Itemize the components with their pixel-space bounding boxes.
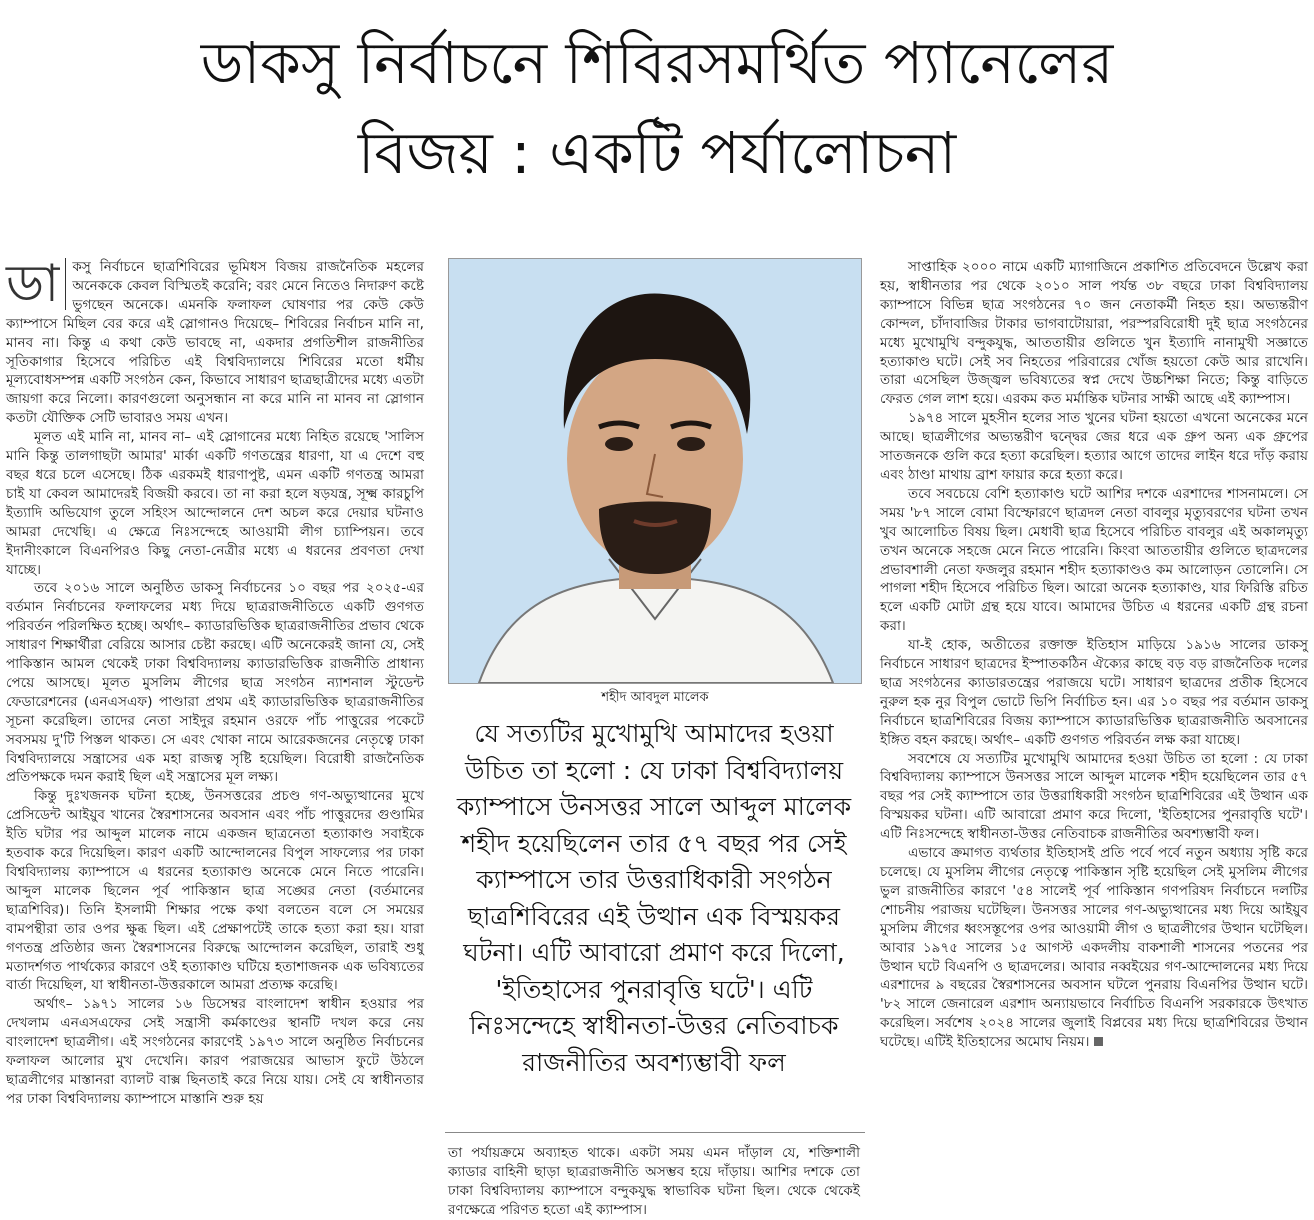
photo-caption: শহীদ আবদুল মালেক: [601, 690, 709, 705]
article-paragraph: অর্থাৎ– ১৯৭১ সালের ১৬ ডিসেম্বর বাংলাদেশ স্বাধীন হওয়ার পর দেখলাম এনএসএফের সেই সন্ত্রাসী কর্মকাণ্ডের স্থানটি দখল করে নেয় বাংলাদেশ ছাত্রলীগ। এই সংগঠনের কারণেই ১৯৭৩ সালে অনুষ্ঠিত নির্বাচনের ফলাফল আলোর মুখ দেখেনি। কারণ পরাজয়ের আভাস ফুটে উঠলে ছাত্রলীগের মাস্তানরা ব্যালট বাক্স ছিনতাই করে নিয়ে যায়। সেই যে স্বাধীনতার পর ঢাকা বিশ্ববিদ্যালয় ক্যাম্পাসে মাস্তানি শুরু হয়: [6, 996, 424, 1107]
article-paragraph: সবশেষে যে সত্যটির মুখোমুখি আমাদের হওয়া উচিত তা হলো : যে ঢাকা বিশ্ববিদ্যালয় ক্যাম্পাসে উনসত্তর সালে আব্দুল মালেক শহীদ হয়েছিলেন তার ৫৭ বছর পর সেই ক্যাম্পাসে তার উত্তরাধিকারী সংগঠন ছাত্রশিবিরের এই উত্থান এক বিস্ময়কর ঘটনা। এটি আবারো প্রমাণ করে দিলো, 'ইতিহাসের পুনরাবৃত্তি ঘটে'। এটি নিঃসন্দেহে স্বাধীনতা-উত্তর নেতিবাচক রাজনীতির অবশ্যম্ভাবী ফল।: [880, 750, 1308, 843]
end-square-icon: [1094, 1037, 1103, 1046]
article-paragraph: এভাবে ক্রমাগত ব্যর্থতার ইতিহাসই প্রতি পর্বে পর্বে নতুন অধ্যায় সৃষ্টি করে চলেছে। যে মুসলিম লীগের নেতৃত্বে পাকিস্তান সৃষ্টি হয়েছিল সেই মুসলিম লীগের ভুল রাজনীতির কারণে '৫৪ সালেই পূর্ব পাকিস্তান গণপরিষদ নির্বাচনে দলটির শোচনীয় পরাজয় ঘটেছিল। উনসত্তর সালের গণ-অভ্যুত্থানের মধ্য দিয়ে আইয়ুব মুসলিম লীগের ধ্বংসস্তূপের ওপর আওয়ামী লীগ ও ছাত্রলীগের উত্থান ঘটেছিল। আবার ১৯৭৫ সালের ১৫ আগস্ট একদলীয় বাকশালী শাসনের পতনের পর উত্থান ঘটে বিএনপি ও ছাত্রদলের। আবার নব্বইয়ের গণ-আন্দোলনের মধ্য দিয়ে এরশাদের ৯ বছরের স্বৈরশাসনের অবসান ঘটলে পুনরায় বিএনপির উত্থান ঘটে। '৮২ সালে জেনারেল এরশাদ অন্যায়ভাবে নির্বাচিত বিএনপি সরকারকে উৎখাত করেছিল। সর্বশেষ ২০২৪ সালের জুলাই বিপ্লবের মধ্য দিয়ে ছাত্রশিবিরের উত্থান ঘটেছে। এটিই ইতিহাসের অমোঘ নিয়ম।: [880, 845, 1308, 1051]
right-column: [880, 258, 1308, 1052]
article-paragraph: সাপ্তাহিক ২০০০ নামে একটি ম্যাগাজিনে প্রকাশিত প্রতিবেদনে উল্লেখ করা হয়, স্বাধীনতার পর থেকে ২০১০ সাল পর্যন্ত ৩৮ বছরে ঢাকা বিশ্ববিদ্যালয় ক্যাম্পাসে বিভিন্ন ছাত্র সংগঠনের ৭০ জন নেতাকর্মী নিহত হয়। অভ্যন্তরীণ কোন্দল, চাঁদাবাজির টাকার ভাগবাটোয়ারা, পরস্পরবিরোধী দুই ছাত্র সংগঠনের মধ্যে মুখোমুখি বন্দুকযুদ্ধ, আততায়ীর গুলিতে খুন ইত্যাদি নানামুখী সজ্ঞাতে হত্যাকাণ্ড ঘটে। সেই সব নিহতের পরিবারের খোঁজ হয়তো কেউ আর রাখেনি। তারা এসেছিল উজ্জ্বল ভবিষ্যতের স্বপ্ন দেখে উচ্চশিক্ষা নিতে; কিন্তু বাড়িতে ফেরত গেল লাশ হয়ে। এরকম কত মর্মান্তিক ঘটনার সাক্ষী আছে এই ক্যাম্পাস।: [880, 259, 1308, 408]
article-paragraph: তবে ২০১৬ সালে অনুষ্ঠিত ডাকসু নির্বাচনের ১০ বছর পর ২০২৫-এর বর্তমান নির্বাচনের ফলাফলের মধ্য দিয়ে ছাত্ররাজনীতিতে একটি গুণগত পরিবর্তন পরিলক্ষিত হচ্ছে। অর্থাৎ– ক্যাডারভিত্তিক ছাত্ররাজনীতির প্রভাব থেকে সাধারণ শিক্ষার্থীরা বেরিয়ে আসার চেষ্টা করছে। এটি অনেকেরই জানা যে, সেই পাকিস্তান আমল থেকেই ঢাকা বিশ্ববিদ্যালয় ক্যাডারভিত্তিক রাজনীতি প্রাধান্য পেয়ে আসছে। মূলত মুসলিম লীগের ছাত্র সংগঠন ন্যাশনাল স্টুডেন্ট ফেডারেশনের (এনএসএফ) পাণ্ডারা প্রথম এই ক্যাডারভিত্তিক ছাত্ররাজনীতির সূচনা করেছিল। তাদের নেতা সাইদুর রহমান ওরফে পাঁচ পাত্তুরের পকেটে সবসময় দু'টি পিস্তল থাকত। সে এবং খোকা নামে আরেকজনের নেতৃত্বে ঢাকা বিশ্ববিদ্যালয়ে সন্ত্রাসের এক মহা রাজত্ব সৃষ্টি হয়েছিল। বিরোধী রাজনৈতিক প্রতিপক্ষকে দমন করাই ছিল এই সন্ত্রাসের মূল লক্ষ্য।: [6, 580, 424, 786]
headline-line-2: বিজয় : একটি পর্যালোচনা: [357, 119, 957, 187]
article-paragraph: যা-ই হোক, অতীতের রক্তাক্ত ইতিহাস মাড়িয়ে ১৯১৬ সালের ডাকসু নির্বাচনে সাধারণ ছাত্রদের ইস্পাতকঠিন ঐক্যের কাছে বড় বড় রাজনৈতিক দলের ছাত্র সংগঠনের ক্যাডারতন্ত্রের পরাজয়ে ঘটে। সাধারণ ছাত্রদের প্রতীক হিসেবে নুরুল হক নুর বিপুল ভোটে ভিপি নির্বাচিত হন। এর ১০ বছর পর বর্তমান ডাকসু নির্বাচনে ছাত্রশিবিরের বিজয় ক্যাম্পাসে ক্যাডারভিত্তিক ছাত্ররাজনীতি অবসানের ইঙ্গিত বহন করছে। অর্থাৎ– একটি গুণগত পরিবর্তন লক্ষ করা যাচ্ছে।: [880, 637, 1308, 748]
portrait-sketch-icon: [449, 259, 861, 683]
divider: [445, 1132, 865, 1133]
drop-cap: ডা: [6, 258, 66, 310]
article-paragraph: ১৯৭৪ সালে মুহসীন হলের সাত খুনের ঘটনা হয়তো এখনো অনেকের মনে আছে। ছাত্রলীগের অভ্যন্তরীণ দ্বন্দ্বের জের ধরে এক গ্রুপ অন্য এক গ্রুপের সাতজনকে গুলি করে হত্যা করেছিল। হত্যার আগে তাদের লাইন ধরে দাঁড় করায় এবং ঠাণ্ডা মাথায় ব্রাশ ফায়ার করে হত্যা করে।: [880, 410, 1308, 483]
headline-line-1: ডাকসু নির্বাচনে শিবিরসমর্থিত প্যানেলের: [200, 29, 1114, 97]
article-paragraph: ডা কসু নির্বাচনে ছাত্রশিবিরের ভূমিধস বিজয় রাজনৈতিক মহলের অনেককে কেবল বিস্মিতই করেনি; বরং মেনে নিতেও নিদারুণ কষ্টে ভুগছেন অনেকে। এমনকি ফলাফল ঘোষণার পর কেউ কেউ ক্যাম্পাসে মিছিল বের করে এই স্লোগানও দিয়েছে– শিবিরের নির্বাচন মানি না, মানব না। কিন্তু এ কথা কেউ ভাবছে না, একদার প্রগতিশীল রাজনীতির সূতিকাগার হিসেবে পরিচিত এই বিশ্ববিদ্যালয়ে শিবিরের মতো ধর্মীয় মূল্যবোধসম্পন্ন একটি সংগঠন কেন, কিভাবে সাধারণ ছাত্রছাত্রীদের মধ্যে এতটা জায়গা করে নিলো। কারণগুলো অনুসন্ধান না করে মানি না মানব না স্লোগান কতটা যৌক্তিক সেটি ভাবারও সময় এখন।: [6, 254, 424, 427]
portrait-illustration: [448, 258, 862, 684]
pull-quote: যে সত্যটির মুখোমুখি আমাদের হওয়া উচিত তা হলো : যে ঢাকা বিশ্ববিদ্যালয় ক্যাম্পাসে উনসত্তর সালে আব্দুল মালেক শহীদ হয়েছিলেন তার ৫৭ বছর পর সেই ক্যাম্পাসে তার উত্তরাধিকারী সংগঠন ছাত্রশিবিরের এই উত্থান এক বিস্ময়কর ঘটনা। এটি আবারো প্রমাণ করে দিলো, 'ইতিহাসের পুনরাবৃত্তি ঘটে'। এটি নিঃসন্দেহে স্বাধীনতা-উত্তর নেতিবাচক রাজনীতির অবশ্যম্ভাবী ফল: [456, 719, 852, 1077]
article-paragraph: তবে সবচেয়ে বেশি হত্যাকাণ্ড ঘটে আশির দশকে এরশাদের শাসনামলে। সে সময় '৮৭ সালে বোমা বিস্ফোরণে ছাত্রদল নেতা বাবলুর মৃত্যুবরণের ঘটনা তখন খুব আলোচিত বিষয় ছিল। মেধাবী ছাত্র হিসেবে পরিচিত বাবলুর এই অকালমৃত্যু তখন অনেকে সহজে মেনে নিতে পারেনি। কিংবা আততায়ীর গুলিতে ছাত্রদলের প্রভাবশালী নেতা ফজলুর রহমান শহীদ হত্যাকাণ্ডও কম আলোড়ন তোলেনি। সে পাগলা শহীদ হিসেবে পরিচিত ছিল। আরো অনেক হত্যাকাণ্ড, যার ফিরিস্তি রচিত হলে একটি মোটা গ্রন্থ হয়ে যাবে। আমাদের উচিত এ ধরনের একটি গ্রন্থ রচনা করা।: [880, 485, 1308, 635]
article-paragraph: মূলত এই মানি না, মানব না– এই স্লোগানের মধ্যে নিহিত রয়েছে 'সালিস মানি কিন্তু তালগাছটা আমার' মার্কা একটি গণতন্ত্রের ধারণা, যা এ দেশে বহু বছর ধরে চলে এসেছে। ঠিক এরকমই ধারণাপুষ্ট, এমন একটি গণতন্ত্র আমরা চাই যা কেবল আমাদেরই বিজয়ী করবে। তা না করা হলে ষড়যন্ত্র, সূক্ষ্ম কারচুপি ইত্যাদি অভিযোগ তুলে সহিংস আন্দোলনে দেশ অচল করে দেয়ার ঘটনাও আমরা দেখেছি। এ ক্ষেত্রে নিঃসন্দেহে আওয়ামী লীগ চ্যাম্পিয়ন। তবে ইদানীংকালে বিএনপিরও কিছু নেতা-নেত্রীর মধ্যে এ ধরনের প্রবণতা দেখা যাচ্ছে।: [6, 429, 424, 578]
middle-continuation-paragraph: তা পর্যায়ক্রমে অব্যাহত থাকে। একটা সময় এমন দাঁড়াল যে, শক্তিশালী ক্যাডার বাহিনী ছাড়া ছাত্ররাজনীতি অসম্ভব হয়ে দাঁড়ায়। আশির দশকে তো ঢাকা বিশ্ববিদ্যালয় ক্যাম্পাসে বন্দুকযুদ্ধ স্বাভাবিক ঘটনা ছিল। থেকে থেকেই রণক্ষেত্রে পরিণত হতো এই ক্যাম্পাস।: [448, 1145, 860, 1218]
left-column: [6, 254, 424, 1109]
headline: [0, 18, 1314, 198]
article-paragraph: কিন্তু দুঃখজনক ঘটনা হচ্ছে, উনসত্তরের প্রচণ্ড গণ-অভ্যুত্থানের মুখে প্রেসিডেন্ট আইয়ুব খানের স্বৈরশাসনের অবসান এবং পাঁচ পাত্তুরদের গুণ্ডামির ইতি ঘটার পর আব্দুল মালেক নামে একজন ছাত্রনেতা হত্যাকাণ্ড সবাইকে হতবাক করে দিয়েছিল। কারণ একটি আন্দোলনের বিপুল সাফল্যের পর ঢাকা বিশ্ববিদ্যালয় ক্যাম্পাসে এ ধরনের হত্যাকাণ্ড অনেকে মেনে নিতে পারেনি। আব্দুল মালেক ছিলেন পূর্ব পাকিস্তান ছাত্র সঙ্ঘের নেতা (বর্তমানের ছাত্রশিবির)। তিনি ইসলামী শিক্ষার পক্ষে কথা বলতেন বলে সে সময়ের বামপন্থীরা তার ওপর ক্ষুব্ধ ছিল। এই প্রেক্ষাপটেই তাকে হত্যা করা হয়। যারা গণতন্ত্র প্রতিষ্ঠার জন্য স্বৈরশাসনের বিরুদ্ধে আন্দোলন করেছিল, তারাই শুধু মতাদর্শগত পার্থক্যের কারণে ওই হত্যাকাণ্ড ঘটিয়ে হতাশাজনক এক ভবিষ্যতের বার্তা দিয়েছিল, যা স্বাধীনতা-উত্তরকালে আমরা প্রত্যক্ষ করেছি।: [6, 788, 424, 994]
